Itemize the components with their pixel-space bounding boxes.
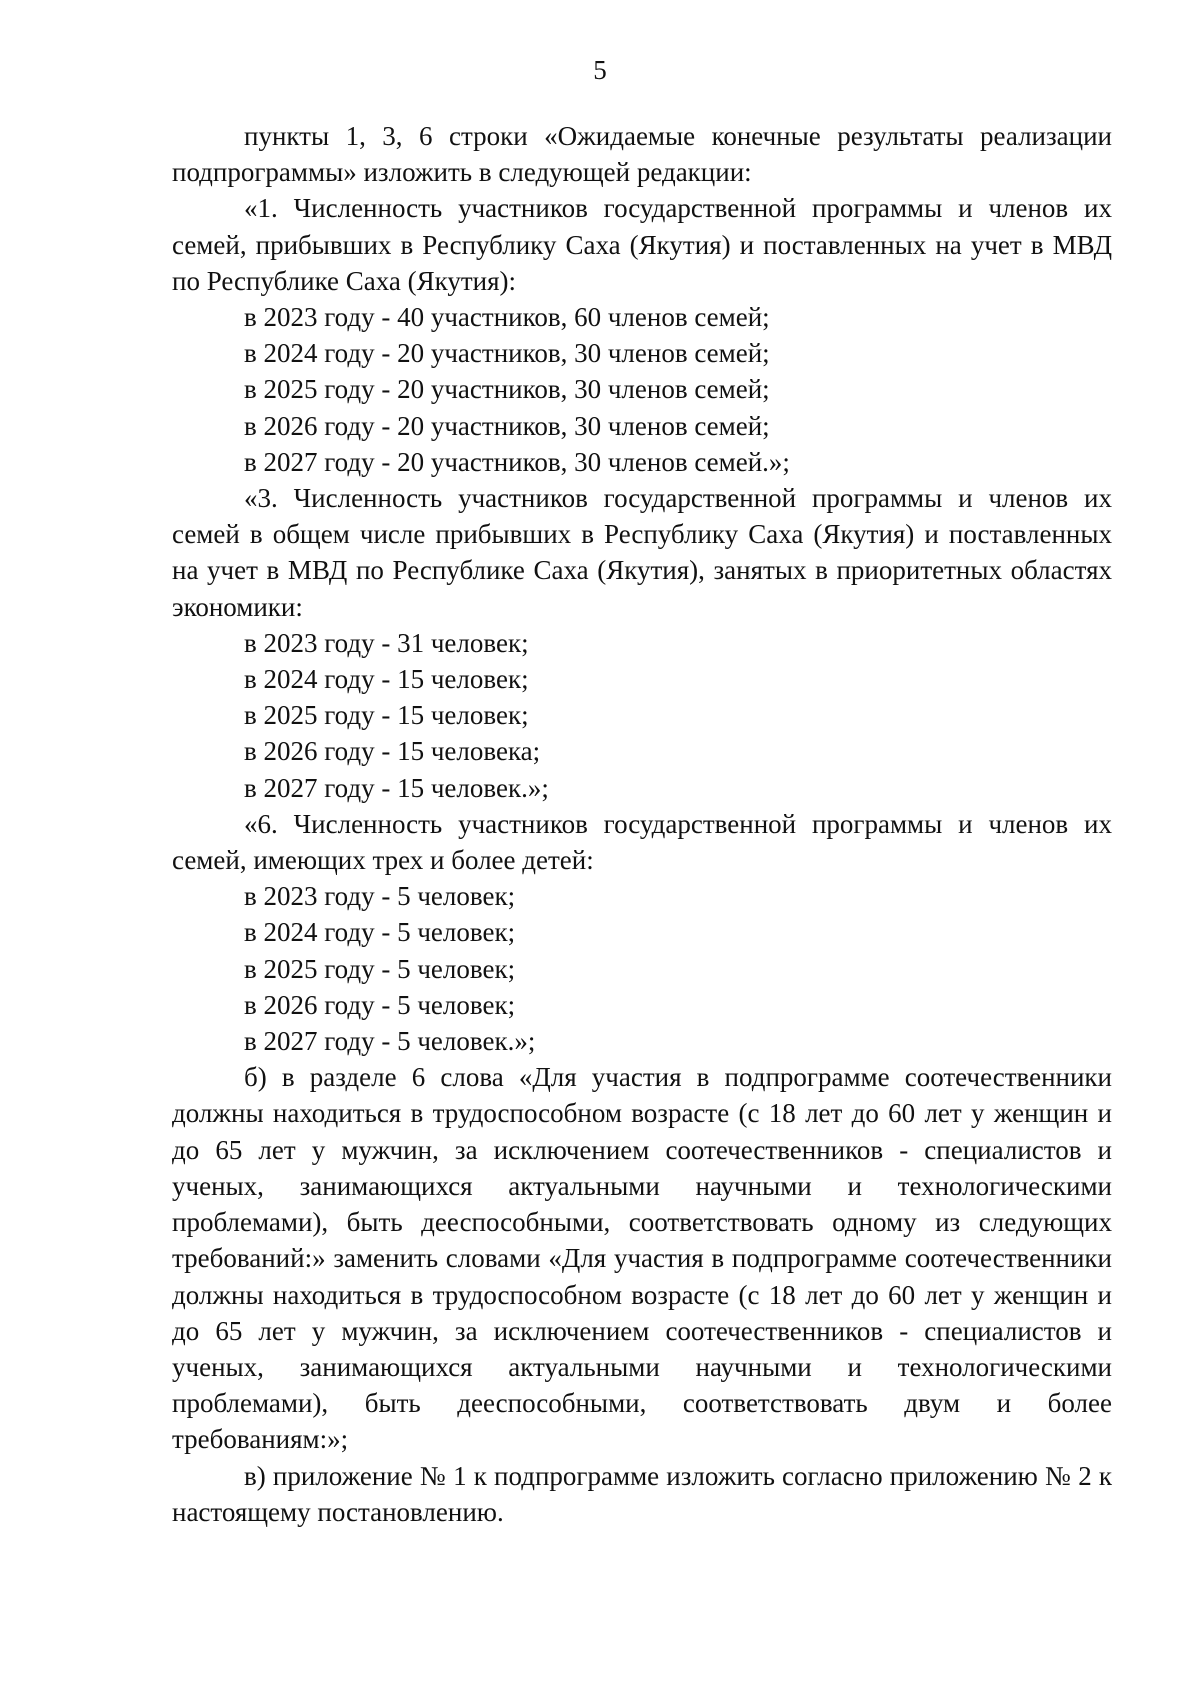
list-item: в 2026 году - 20 участников, 30 членов семей;	[244, 410, 770, 441]
list-item: в 2024 году - 5 человек;	[244, 917, 516, 948]
list-item: в 2023 году - 40 участников, 60 членов семей;	[244, 302, 770, 333]
list-item: в 2024 году - 15 человек;	[244, 664, 529, 695]
list-item: в 2023 году - 5 человек;	[244, 881, 516, 912]
paragraph-point-1: «1. Численность участников государственной программы и членов их семей, прибывших в Республику Саха (Якутия) и поставленных на учет в МВД по Республике Саха (Якутия):	[172, 193, 1112, 296]
paragraph-b: б) в разделе 6 слова «Для участия в подпрограмме соотечественники должны находиться в трудоспособном возрасте (с 18 лет до 60 лет у женщин и до 65 лет у мужчин, за исключением соотечественников - специалистов и ученых, занимающихся актуальными научными и технологическими проблемами), быть дееспособными, соответствовать одному из следующих требований:» заменить словами «Для участия в подпрограмме соотечественники должны находиться в трудоспособном возрасте (с 18 лет до 60 лет у женщин и до 65 лет у мужчин, за исключением соотечественников - специалистов и ученых, занимающихся актуальными научными и технологическими проблемами), быть дееспособными, соответствовать двум и более требованиям:»;	[172, 1062, 1112, 1455]
paragraph-v: в) приложение № 1 к подпрограмме изложить согласно приложению № 2 к настоящему постановлению.	[172, 1460, 1112, 1527]
document-body	[172, 118, 1112, 1530]
page-number: 5	[593, 55, 607, 85]
list-item: в 2027 году - 15 человек.»;	[244, 772, 549, 803]
paragraph-point-3: «3. Численность участников государственной программы и членов их семей в общем числе прибывших в Республику Саха (Якутия) и поставленных на учет в МВД по Республике Саха (Якутия), занятых в приоритетных областях экономики:	[172, 483, 1112, 622]
list-item: в 2026 году - 5 человек;	[244, 989, 516, 1020]
list-item: в 2026 году - 15 человека;	[244, 736, 541, 767]
list-item: в 2027 году - 20 участников, 30 членов семей.»;	[244, 446, 790, 477]
list-item: в 2025 году - 20 участников, 30 членов семей;	[244, 374, 770, 405]
list-item: в 2025 году - 5 человек;	[244, 953, 516, 984]
list-item: в 2025 году - 15 человек;	[244, 700, 529, 731]
list-item: в 2023 году - 31 человек;	[244, 627, 529, 658]
paragraph-point-6: «6. Численность участников государственной программы и членов их семей, имеющих трех и более детей:	[172, 808, 1112, 876]
list-item: в 2027 году - 5 человек.»;	[244, 1026, 536, 1057]
list-item: в 2024 году - 20 участников, 30 членов семей;	[244, 338, 770, 369]
paragraph-intro: пункты 1, 3, 6 строки «Ожидаемые конечные результаты реализации подпрограммы» изложить в следующей редакции:	[172, 121, 1112, 188]
